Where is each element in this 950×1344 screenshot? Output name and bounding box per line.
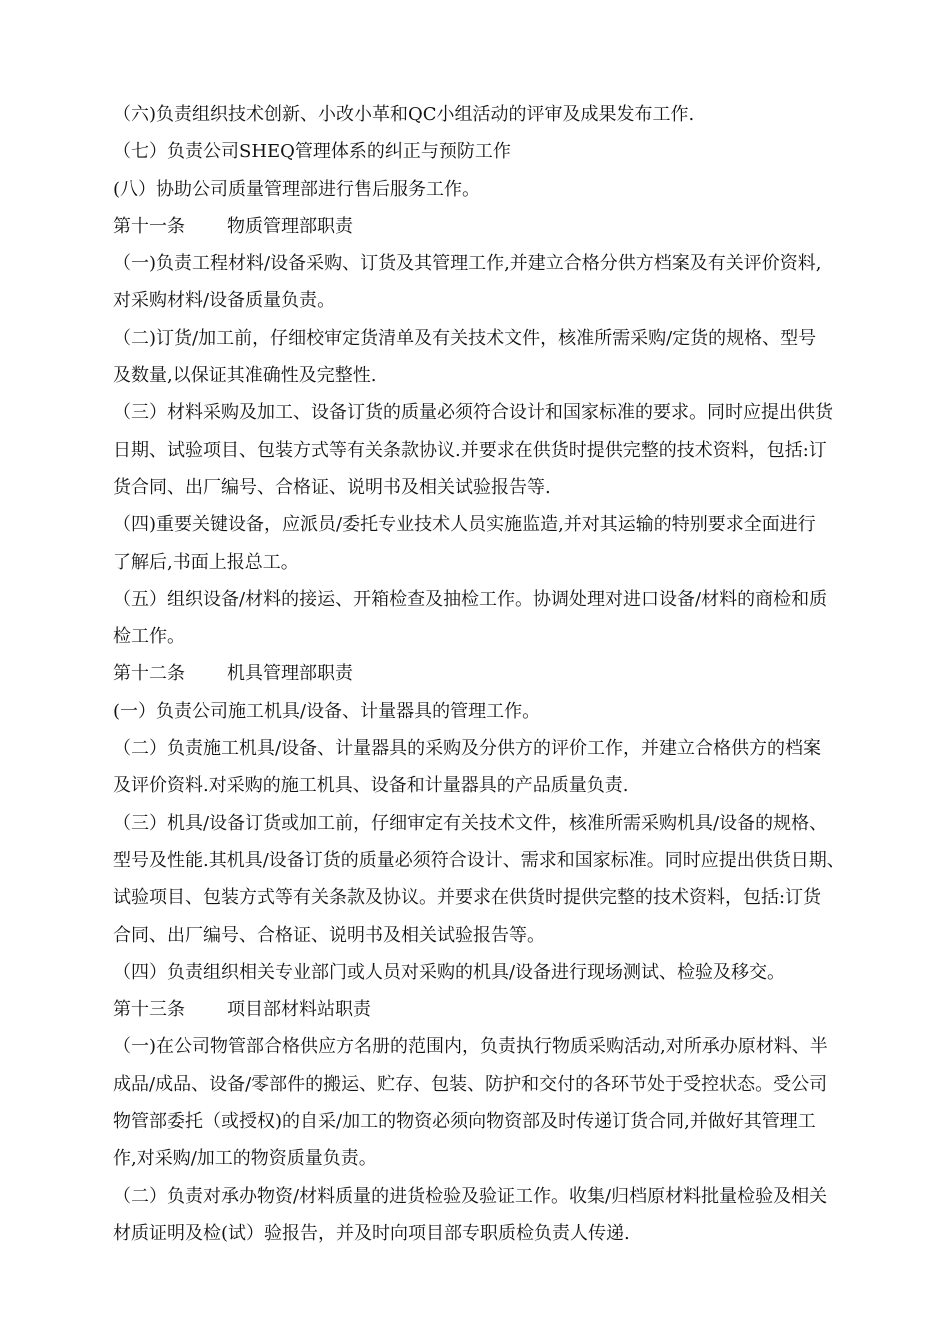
document-page — [113, 96, 893, 1252]
text-line: （二）负责对承办物资/材料质量的进货检验及验证工作。收集/归档原材料批量检验及相关 — [113, 1185, 828, 1207]
text-line: （一)负责工程材料/设备采购、订货及其管理工作,并建立合格分供方档案及有关评价资料, — [113, 253, 822, 275]
article-title: 物质管理部职责 — [227, 215, 353, 237]
text-line: （一)在公司物管部合格供应方名册的范围内，负责执行物质采购活动,对所承办原材料、半 — [113, 1036, 828, 1058]
text-line: (八）协助公司质量管理部进行售后服务工作。 — [113, 178, 481, 200]
text-line: 货合同、出厂编号、合格证、说明书及相关试验报告等. — [113, 476, 551, 498]
article-title: 机具管理部职责 — [227, 663, 353, 685]
text-line: 材质证明及检(试）验报告，并及时向项目部专职质检负责人传递. — [113, 1222, 630, 1244]
text-line: 合同、出厂编号、合格证、说明书及相关试验报告等。 — [113, 924, 545, 946]
article-title: 项目部材料站职责 — [227, 999, 371, 1021]
article-number: 第十一条 — [113, 215, 185, 237]
text-line: 检工作。 — [113, 626, 185, 648]
text-line: 及评价资料.对采购的施工机具、设备和计量器具的产品质量负责. — [113, 775, 629, 797]
text-line: 对采购材料/设备质量负责。 — [113, 290, 336, 312]
text-line: （二）负责施工机具/设备、计量器具的采购及分供方的评价工作，并建立合格供方的档案 — [113, 738, 822, 760]
text-line: （五）组织设备/材料的接运、开箱检查及抽检工作。协调处理对进口设备/材料的商检和质 — [113, 588, 828, 610]
text-line: （七）负责公司SHEQ管理体系的纠正与预防工作 — [113, 141, 511, 163]
article-number: 第十三条 — [113, 999, 185, 1021]
text-line: （三）机具/设备订货或加工前，仔细审定有关技术文件，核准所需采购机具/设备的规格、 — [113, 812, 828, 834]
text-line: 了解后,书面上报总工。 — [113, 551, 299, 573]
article-heading — [113, 655, 893, 692]
text-line: 物管部委托（或授权)的自采/加工的物资必须向物资部及时传递订货合同,并做好其管理工 — [113, 1111, 816, 1133]
text-line: （四)重要关键设备，应派员/委托专业技术人员实施监造,并对其运输的特别要求全面进行 — [113, 514, 816, 536]
article-heading — [113, 991, 893, 1028]
text-line: （四）负责组织相关专业部门或人员对采购的机具/设备进行现场测试、检验及移交。 — [113, 961, 786, 983]
text-line: （三）材料采购及加工、设备订货的质量必须符合设计和国家标准的要求。同时应提出供货 — [113, 402, 833, 424]
text-line: （六)负责组织技术创新、小改小革和QC小组活动的评审及成果发布工作. — [113, 104, 695, 125]
text-line: 试验项目、包装方式等有关条款及协议。并要求在供货时提供完整的技术资料，包括:订货 — [113, 887, 822, 909]
article-heading — [113, 208, 893, 245]
text-line: 及数量,以保证其准确性及完整性. — [113, 365, 377, 387]
text-line: （二)订货/加工前，仔细校审定货清单及有关技术文件，核准所需采购/定货的规格、型号 — [113, 327, 817, 349]
text-line: 日期、试验项目、包装方式等有关条款协议.并要求在供货时提供完整的技术资料，包括:订 — [113, 439, 827, 461]
article-number: 第十二条 — [113, 663, 185, 685]
text-line: 成品/成品、设备/零部件的搬运、贮存、包装、防护和交付的各环节处于受控状态。受公司 — [113, 1073, 828, 1095]
text-line: (一）负责公司施工机具/设备、计量器具的管理工作。 — [113, 700, 541, 722]
text-line: 型号及性能.其机具/设备订货的质量必须符合设计、需求和国家标准。同时应提出供货日期、 — [113, 849, 845, 871]
text-line: 作,对采购/加工的物资质量负责。 — [113, 1148, 377, 1170]
